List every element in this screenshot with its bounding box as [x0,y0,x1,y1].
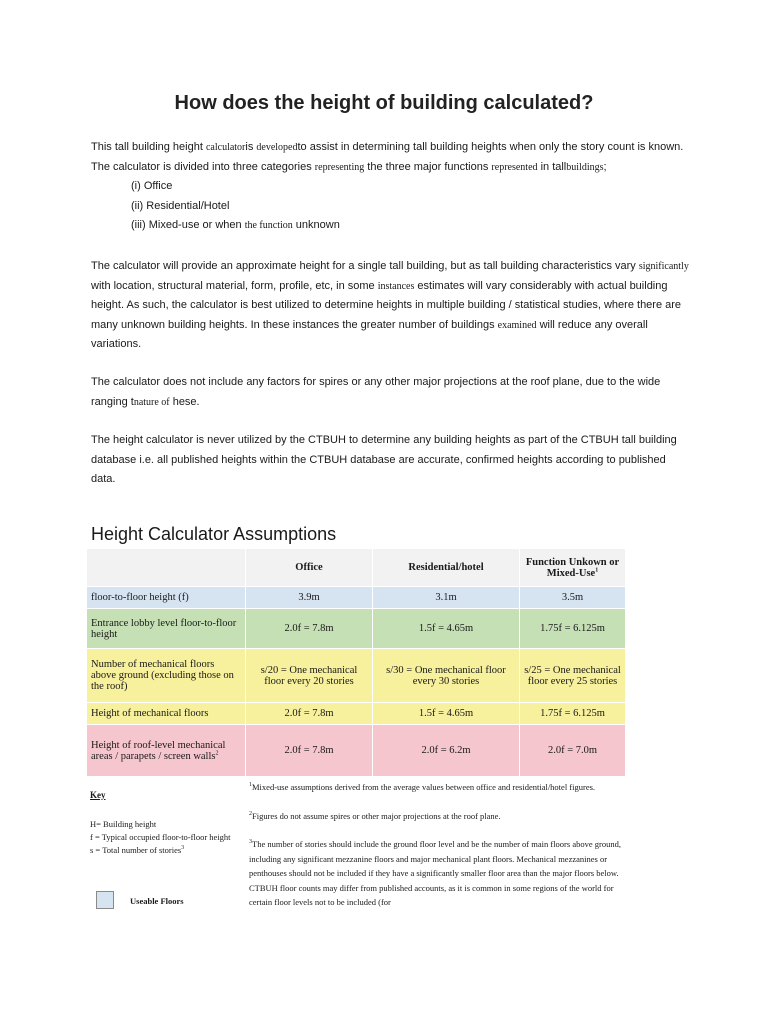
intro-text [91,138,691,177]
header-mixed-use [520,549,626,587]
table-cell: 3.1m [373,587,520,609]
list-item [131,216,691,236]
key-box [86,778,242,928]
text-run: ; [603,160,607,173]
key-line [90,844,238,857]
footnote-marker: 2 [249,810,252,817]
table-row [87,725,626,777]
table-cell: 2.0f = 7.8m [246,725,373,777]
row-label: floor-to-floor height (f) [87,587,246,609]
footnote-marker: 1 [595,567,599,573]
text-run: This tall building height [91,141,206,153]
footnote-marker: 3 [181,845,185,852]
footnote-1 [249,780,629,795]
text-run: The calculator will provide an approximate height for a single tall building, but as tall building characteristics vary [91,260,639,272]
table-cell: 1.75f = 6.125m [520,703,626,725]
header-residential: Residential/hotel [373,549,520,587]
text-run: represented [491,161,538,173]
useable-floors-swatch [96,891,114,909]
table-cell: 1.5f = 4.65m [373,609,520,649]
intro-paragraph [91,138,691,236]
table-row [87,609,626,649]
swatch-label: Useable Floors [130,896,184,906]
text-run: nature of [133,396,170,408]
footnote-text: The number of stories should include the ground floor level and be the number of main floors above ground, including any significant mezzanine floors and major mechanical plant floors. Mechanical mezzanines or penthouses should not be included if they have a significantly smaller floor area than the major floors below. CTBUH floor counts may differ from published accounts, as it is common in some regions of the world for certain floor levels not to be included (for [249,839,621,907]
text-run: the three major functions [364,160,492,173]
text-run: to assist in determining tall building heights when only the story count is known. The calculator is divided into three categories [91,141,684,173]
footnote-marker: 1 [249,782,252,789]
text-run: examined [497,319,537,331]
footnote-marker: 3 [249,839,252,846]
text-run: instances [377,280,415,292]
key-line: f = Typical occupied floor-to-floor height [90,832,231,842]
text-run: calculator [205,142,246,153]
text-run: hese. [169,395,200,408]
text-run: developed [256,142,298,153]
key-title: Key [90,790,106,800]
page-title: How does the height of building calculated? [174,92,594,114]
row-label: Entrance lobby level floor-to-floor height [87,609,246,649]
key-definitions [90,818,238,857]
text-run: The calculator does not include any factors for spires or any other major projections at the roof plane, due to the wide ranging t [91,376,661,408]
list-item: (i) Office [131,180,173,192]
text-run: representing [314,161,365,173]
table-cell: 1.75f = 6.125m [520,609,626,649]
row-label: Height of mechanical floors [87,703,246,725]
table-header-row [87,549,626,587]
footnotes [249,780,629,924]
list-item: (ii) Residential/Hotel [131,199,230,212]
text-run: will reduce any overall variations. [91,318,648,350]
table-cell: s/20 = One mechanical floor every 20 stories [246,649,373,703]
section-heading: Height Calculator Assumptions [91,524,337,544]
text-run: in tall [537,160,567,173]
table-row [87,587,626,609]
header-office: Office [246,549,373,587]
key-line-text: s = Total number of stories [90,845,182,855]
table-cell: 2.0f = 7.0m [520,725,626,777]
table-cell: 2.0f = 7.8m [246,609,373,649]
paragraph-spires [91,373,691,412]
label-text: Height of roof-level mechanical areas / parapets / screen walls [91,739,226,762]
header-blank-cell [87,549,246,587]
table-cell: 2.0f = 6.2m [373,725,520,777]
footnote-2 [249,809,629,824]
table-cell: 1.5f = 4.65m [373,703,520,725]
table-cell: 2.0f = 7.8m [246,703,373,725]
footnote-marker: 2 [215,750,219,756]
text-run: estimates will vary considerably with actual building height. As such, the calculator is best utilized to determine heights in multiple building / statistical studies, where there are many unknown building heights. In these instances the greater number of buildings [91,279,682,331]
table-cell: 3.9m [246,587,373,609]
header-text: Function Unkown or Mixed-Use [525,556,620,579]
text-run: the function [244,220,293,231]
key-line: H= Building height [90,819,157,829]
text-run: buildings [566,161,604,173]
text-run: with location, structural material, form, profile, etc, in some [91,279,378,292]
table-cell: s/30 = One mechanical floor every 30 stories [373,649,520,703]
footnote-text: Figures do not assume spires or other major projections at the roof plane. [252,810,501,821]
text-run: unknown [292,219,340,231]
function-list [91,177,691,236]
footnote-text: Mixed-use assumptions derived from the average values between office and residential/hotel figures. [252,782,596,792]
row-label: Number of mechanical floors above ground (excluding those on the roof) [87,649,246,703]
table-row [87,649,626,703]
text-run: is [245,141,257,153]
table-row [87,703,626,725]
footnote-3 [249,837,629,910]
text-run: (iii) Mixed-use or when [131,219,245,231]
text-run: significantly [638,261,689,272]
row-label [87,725,246,777]
table-cell: s/25 = One mechanical floor every 25 stories [520,649,626,703]
paragraph-ctbuh: The height calculator is never utilized by the CTBUH to determine any building heights as part of the CTBUH tall building database i.e. all published heights within the CTBUH database are accurate, confirmed heights according to published data. [91,434,677,485]
assumptions-table [86,548,626,777]
table-cell: 3.5m [520,587,626,609]
paragraph-variation [91,257,691,355]
